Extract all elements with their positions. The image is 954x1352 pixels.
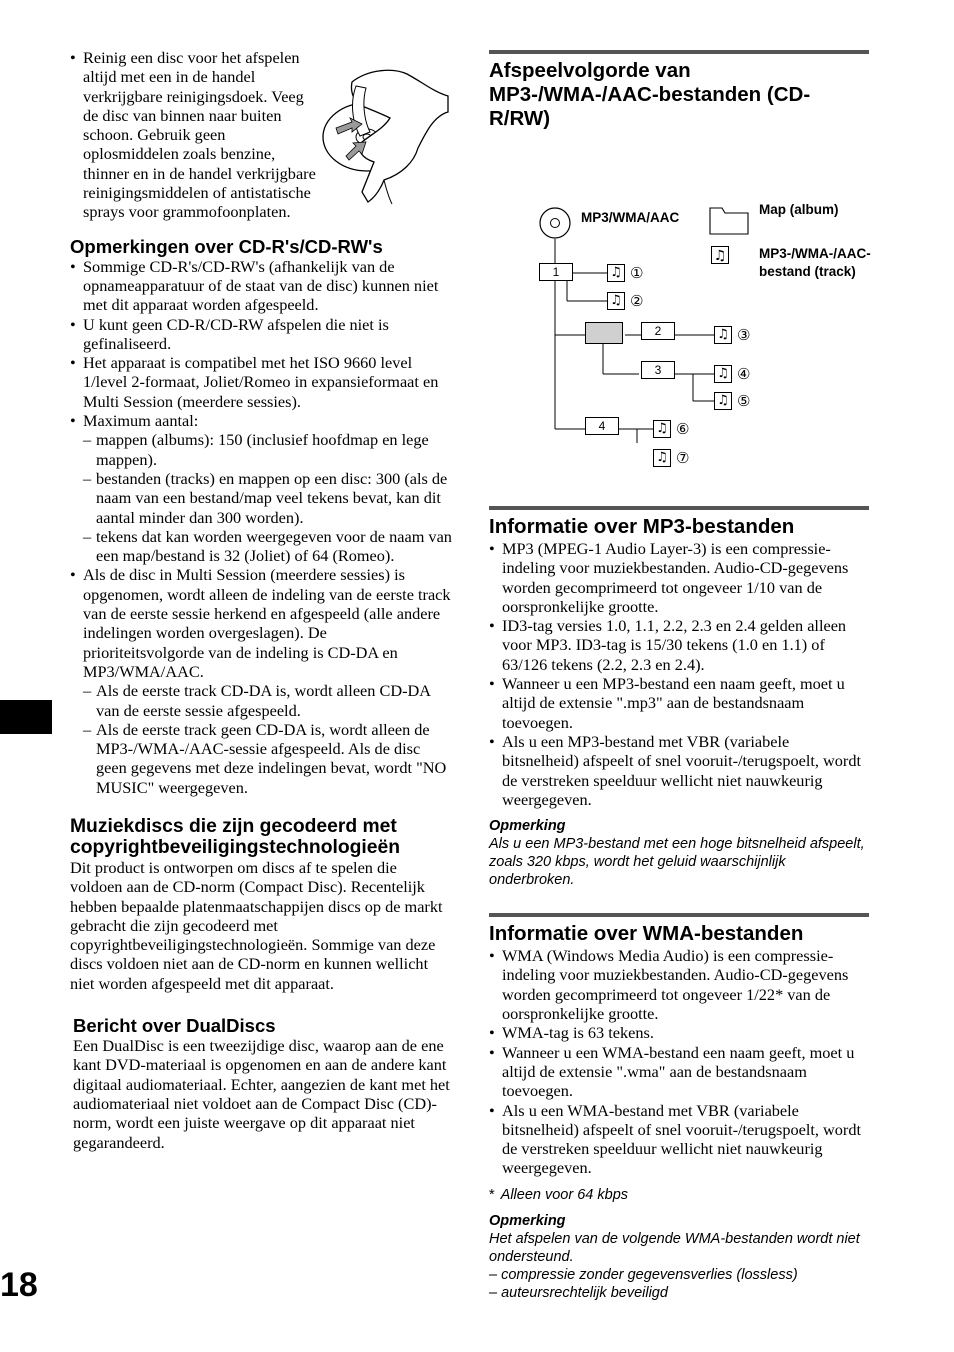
wma-list	[489, 946, 869, 1178]
copyright-text: Dit product is ontworpen om discs af te spelen die voldoen aan de CD-norm (Compact Disc). Recentelijk hebben bepaalde platenmaatschappijen discs op de markt gebracht die zijn gecodeerd met copyrightbeveiligingstechnologieën. Sommige van deze discs voldoen niet aan de CD-norm en kunnen wellicht niet worden afgespeeld met dit apparaat.	[70, 857, 443, 993]
track-file-icon: ♫	[607, 292, 625, 310]
folder-icon	[641, 322, 675, 340]
track-file-icon: ♫	[714, 326, 732, 344]
right-column	[489, 50, 869, 1302]
cdr-heading: Opmerkingen over CD-R's/CD-RW's	[70, 235, 383, 257]
legend-file-label: MP3-/WMA-/AAC-bestand (track)	[759, 246, 871, 279]
wma-note-item: – compressie zonder gegevensverlies (lossless)	[489, 1266, 798, 1283]
footnote-mark: *	[489, 1186, 495, 1203]
mp3-note-title: Opmerking	[489, 818, 566, 835]
track-number: ②	[630, 292, 644, 310]
list-item-text: Maximum aantal:	[83, 411, 199, 431]
cdr-list	[70, 257, 452, 797]
sub-item: – mappen (albums): 150 (inclusief hoofdmap en lege mappen).	[70, 430, 452, 469]
folder-icon	[641, 361, 675, 379]
track-file-icon: ♫	[714, 365, 732, 383]
list-item: • Wanneer u een WMA-bestand een naam geeft, moet u altijd de extensie ".wma" aan de bestandsnaam toevoegen.	[489, 1043, 869, 1101]
track-number: ③	[737, 326, 751, 344]
disc-cleaning-illustration	[322, 62, 452, 212]
folder-number: 1	[552, 265, 560, 279]
sub-item: – Als de eerste track geen CD-DA is, wordt alleen de MP3-/WMA-/AAC-sessie afgespeeld. Als de disc geen gegevens met deze indelingen bevat, wordt "NO MUSIC" weergegeven.	[70, 720, 452, 797]
legend-file-icon	[711, 246, 729, 264]
sub-item: – bestanden (tracks) en mappen op een disc: 300 (als de naam van een bestand/map veel tekens bevat, kan dit aantal minder dan 300 worden).	[70, 469, 452, 527]
cleaning-bullet	[70, 48, 318, 222]
order-section	[489, 50, 869, 131]
play-order-diagram	[489, 131, 871, 467]
mp3-list	[489, 539, 869, 809]
track-number: ⑦	[676, 449, 690, 467]
wma-note-item: – auteursrechtelijk beveiligd	[489, 1284, 668, 1301]
left-column	[70, 48, 452, 1152]
footnote-text: Alleen voor 64 kbps	[500, 1186, 629, 1203]
list-item: • Als u een MP3-bestand met VBR (variabele bitsnelheid) afspeelt of snel vooruit-/terugspoelt, wordt de verstreken speelduur wellicht niet nauwkeurig weergegeven.	[489, 732, 869, 809]
track-number: ①	[630, 264, 644, 282]
track-file-icon: ♫	[653, 449, 671, 467]
list-item-text: Als de disc in Multi Session (meerdere sessies) is opgenomen, wordt alleen de indeling van de eerste track van de eerste sessie herkend en afgespeeld (alle andere indelingen worden overgeslagen). De prioriteitsvolgorde van de indeling is CD-DA en MP3/WMA/AAC.	[83, 565, 451, 681]
list-item: • Sommige CD-R's/CD-RW's (afhankelijk van de opnameapparatuur of de staat van de disc) kunnen niet met dit apparaat worden afgespeeld.	[70, 257, 452, 315]
page-number: 18	[0, 1266, 38, 1304]
mp3-section	[489, 506, 869, 539]
wma-heading: Informatie over WMA-bestanden	[489, 922, 804, 946]
disc-label: MP3/WMA/AAC	[581, 210, 680, 225]
copyright-heading: Muziekdiscs die zijn gecodeerd met copyrightbeveiligingstechnologieën	[70, 815, 400, 858]
mp3-heading: Informatie over MP3-bestanden	[489, 515, 795, 538]
sub-item: – tekens dat kan worden weergegeven voor de naam van een map/bestand is 32 (Joliet) of 64 (Romeo).	[70, 527, 452, 566]
wma-note-item-text: auteursrechtelijk beveiligd	[501, 1284, 668, 1301]
track-number: ⑥	[676, 420, 690, 438]
folder-number: 2	[654, 324, 662, 338]
dualdisc-text: Een DualDisc is een tweezijdige disc, waarop aan de ene kant DVD-materiaal is opgenomen en aan de andere kant digitaal audiomateriaal. Echter, aangezien de kant met het audiomateriaal niet voldoet aan de Compact Disc (CD)-norm, wordt een juiste weergave op dit apparaat niet gegarandeerd.	[73, 1036, 450, 1152]
folder-number: 4	[598, 419, 606, 433]
dualdisc-heading: Bericht over DualDiscs	[73, 1015, 276, 1037]
wma-footnote	[489, 1186, 869, 1204]
list-item: • ID3-tag versies 1.0, 1.1, 2.2, 2.3 en 2.4 gelden alleen voor MP3. ID3-tag is 15/30 tekens (1.0 en 1.1) of 63/126 tekens (2.2, 2.3 en 2.4).	[489, 616, 869, 674]
legend-folder-icon	[709, 207, 749, 235]
track-number: ⑤	[737, 392, 751, 410]
folder-icon	[539, 263, 573, 281]
folder-icon	[585, 417, 619, 435]
cleaning-block	[70, 48, 452, 222]
cleaning-text: • Reinig een disc voor het afspelen altijd met een in de handel verkrijgbare reinigingsdoek. Veeg de disc van binnen naar buiten schoon. Gebruik geen oplosmiddelen zoals benzine, thinner en in de handel verkrijgbare reinigingsmiddelen of antistatische sprays voor grammofoonplaten.	[83, 48, 316, 222]
list-item	[70, 565, 452, 797]
list-item: • Het apparaat is compatibel met het ISO 9660 level 1/level 2-formaat, Joliet/Romeo in expansieformaat en Multi Session (meerdere sessies).	[70, 353, 452, 411]
list-item: • MP3 (MPEG-1 Audio Layer-3) is een compressie-indeling voor muziekbestanden. Audio-CD-gegevens worden gecomprimeerd tot ongeveer 1/10 van de oorspronkelijke grootte.	[489, 539, 869, 616]
wma-note-title: Opmerking	[489, 1212, 566, 1229]
sub-item: – Als de eerste track CD-DA is, wordt alleen CD-DA van de eerste sessie afgespeeld.	[70, 681, 452, 720]
list-item	[70, 411, 452, 565]
track-file-icon: ♫	[714, 392, 732, 410]
folder-number: 3	[654, 363, 662, 377]
wma-note-item-text: compressie zonder gegevensverlies (lossless)	[501, 1266, 798, 1283]
section-tab-marker	[0, 700, 52, 734]
folder-tree-svg	[489, 131, 869, 443]
folder-icon	[585, 322, 623, 344]
list-item: • Als u een WMA-bestand met VBR (variabele bitsnelheid) afspeelt of snel vooruit-/terugspoelt, wordt de verstreken speelduur wellicht niet nauwkeurig weergegeven.	[489, 1101, 869, 1178]
mp3-note-text: Als u een MP3-bestand met een hoge bitsnelheid afspeelt, zoals 320 kbps, wordt het geluid waarschijnlijk onderbroken.	[489, 836, 865, 889]
track-number: ④	[737, 365, 751, 383]
order-heading: Afspeelvolgorde van MP3-/WMA-/AAC-bestanden (CD-R/RW)	[489, 59, 811, 130]
wma-section	[489, 913, 869, 946]
track-file-icon: ♫	[653, 420, 671, 438]
list-item: • U kunt geen CD-R/CD-RW afspelen die niet is gefinaliseerd.	[70, 315, 452, 354]
list-item: • WMA-tag is 63 tekens.	[489, 1023, 869, 1042]
track-file-icon: ♫	[607, 264, 625, 282]
legend-folder-label: Map (album)	[759, 202, 839, 217]
svg-text:♫: ♫	[713, 248, 727, 264]
list-item: • WMA (Windows Media Audio) is een compressie-indeling voor muziekbestanden. Audio-CD-gegevens worden gecomprimeerd tot ongeveer 1/22* van de oorspronkelijke grootte.	[489, 946, 869, 1023]
wma-note-text: Het afspelen van de volgende WMA-bestanden wordt niet ondersteund.	[489, 1230, 860, 1265]
list-item: • Wanneer u een MP3-bestand een naam geeft, moet u altijd de extensie ".mp3" aan de bestandsnaam toevoegen.	[489, 674, 869, 732]
disc-icon	[538, 206, 572, 240]
